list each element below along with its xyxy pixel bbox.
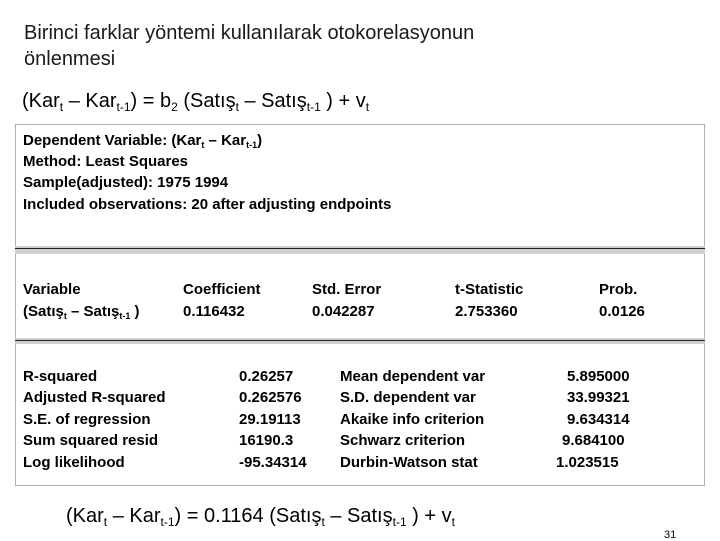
eq-subscript: t — [451, 515, 455, 530]
stat-value: 5.895000 — [567, 368, 630, 385]
stat-value: 16190.3 — [239, 432, 294, 449]
eq-part: ) = 0.1164 (Satış — [174, 505, 322, 527]
col-variable: Variable — [23, 281, 81, 298]
stat-value: 0.26257 — [239, 368, 294, 385]
stat-label: Mean dependent var — [340, 368, 486, 385]
eq-part: (Kar — [22, 90, 60, 112]
stat-value: 29.19113 — [239, 411, 301, 428]
eq-part: ) = b — [130, 90, 172, 112]
stat-label: S.D. dependent var — [340, 389, 476, 406]
section-divider — [15, 338, 705, 344]
var-subscript: t — [63, 311, 67, 322]
eq-subscript: 2 — [171, 100, 178, 115]
eq-subscript: t — [59, 100, 64, 115]
eq-part: – Satış — [324, 505, 393, 527]
row-prob: 0.0126 — [599, 303, 645, 320]
row-std-error: 0.042287 — [312, 303, 375, 320]
observations-line: Included observations: 20 after adjusting endpoints — [23, 196, 392, 213]
eq-subscript: t-1 — [116, 100, 131, 115]
stat-label: R-squared — [23, 368, 98, 385]
stat-label: Adjusted R-squared — [23, 389, 166, 406]
slide-title — [24, 20, 474, 72]
row-variable-name — [23, 303, 140, 320]
stat-value: 33.99321 — [567, 389, 630, 406]
row-coefficient: 0.116432 — [183, 303, 245, 320]
eq-part: – Kar — [63, 90, 117, 112]
stat-label: Log likelihood — [23, 454, 125, 471]
stat-value: 9.634314 — [567, 411, 630, 428]
model-equation — [22, 90, 369, 113]
stat-label: Durbin-Watson stat — [340, 454, 478, 471]
eq-subscript: t-1 — [392, 515, 407, 530]
eq-part: – Kar — [107, 505, 161, 527]
estimated-equation — [66, 505, 455, 528]
eq-part: ) + v — [406, 505, 452, 527]
eq-part: ) + v — [320, 90, 366, 112]
col-coefficient: Coefficient — [183, 281, 261, 298]
dependent-variable-line — [23, 130, 262, 151]
page-number: 31 — [664, 529, 677, 541]
var-text: (Satış — [23, 303, 64, 320]
stat-value: -95.34314 — [239, 454, 307, 471]
stat-label: Akaike info criterion — [340, 411, 485, 428]
stat-label: Sum squared resid — [23, 432, 159, 449]
stat-label: Schwarz criterion — [340, 432, 466, 449]
eq-subscript: t-1 — [306, 100, 321, 115]
stat-value: 1.023515 — [556, 454, 619, 471]
var-text: – Satış — [66, 303, 120, 320]
eq-part: – Satış — [238, 90, 307, 112]
header-text: – Kar — [204, 132, 247, 149]
section-divider — [15, 246, 705, 254]
col-prob: Prob. — [599, 281, 638, 298]
slide-title-line-2: önlenmesi — [24, 48, 116, 70]
eq-subscript: t — [321, 515, 325, 530]
col-t-statistic: t-Statistic — [455, 281, 524, 298]
eq-part: (Kar — [66, 505, 104, 527]
method-line: Method: Least Squares — [23, 153, 189, 170]
var-subscript: t-1 — [119, 311, 131, 322]
eq-subscript: t — [103, 515, 108, 530]
header-text: Dependent Variable: (Kar — [23, 132, 202, 149]
col-std-error: Std. Error — [312, 281, 382, 298]
stat-label: S.E. of regression — [23, 411, 151, 428]
eq-subscript: t — [365, 100, 370, 115]
var-text: ) — [130, 303, 140, 320]
stat-value: 9.684100 — [562, 432, 625, 449]
header-text: ) — [257, 132, 263, 149]
eq-part: (Satış — [177, 90, 236, 112]
sample-line: Sample(adjusted): 1975 1994 — [23, 174, 229, 191]
slide-title-line-1: Birinci farklar yöntemi kullanılarak otokorelasyonun — [24, 22, 475, 44]
header-subscript: t — [201, 140, 205, 151]
stat-value: 0.262576 — [239, 389, 302, 406]
eq-subscript: t — [235, 100, 239, 115]
row-t-statistic: 2.753360 — [455, 303, 518, 320]
header-subscript: t-1 — [246, 140, 258, 151]
eq-subscript: t-1 — [160, 515, 175, 530]
